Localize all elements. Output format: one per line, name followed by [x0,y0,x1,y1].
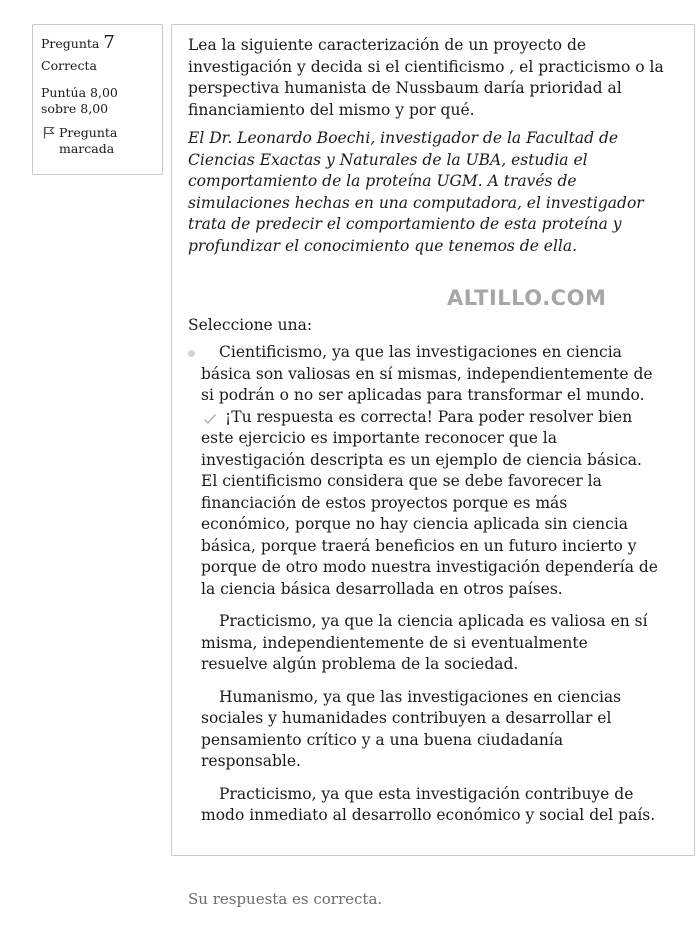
answer-text: Cientificismo, ya que las investigaciones en ciencia básica son valiosas en sí mismas, independientemente de si podrán o no ser aplicadas para transformar el mundo. [201,343,653,404]
answer-text: Practicismo, ya que la ciencia aplicada es valiosa en sí misma, independientemente de si eventualmente resuelve algún problema de la sociedad. [201,612,648,673]
radio-button[interactable] [188,350,195,357]
answer-options [201,342,658,838]
feedback-text: ¡Tu respuesta es correcta! Para poder resolver bien este ejercicio es importante reconocer que la investigación descripta es un ejemplo de ciencia básica. El cientificismo considera que se debe favorecer la financiación de estos proyectos porque es más económico, porque no hay ciencia aplicada sin ciencia básica, porque traerá beneficios en un futuro incierto y porque de otro modo nuestra investigación dependería de la ciencia básica desarrollada en otros países. [201,407,658,598]
question-text: Lea la siguiente caracterización de un proyecto de investigación y decida si el cientificismo , el practicismo o la perspectiva humanista de Nussbaum daría prioridad al financiamiento del mismo y por qué. [188,36,664,119]
check-icon [203,413,217,425]
answer-prompt: Seleccione una: [188,316,313,334]
flag-label: Pregunta marcada [59,125,118,156]
flag-icon [43,126,55,139]
answer-text: Practicismo, ya que esta investigación contribuye de modo inmediato al desarrollo económico y social del país. [201,784,656,824]
answer-option[interactable] [201,342,658,600]
answer-text: Humanismo, ya que las investigaciones en ciencias sociales y humanidades contribuyen a desarrollar el pensamiento crítico y a una buena ciudadanía responsable. [201,687,622,770]
answer-feedback [201,407,658,601]
answer-option[interactable] [201,784,658,827]
result-summary: Su respuesta es correcta. [188,890,383,908]
watermark: ALTILLO.COM [447,286,607,310]
answer-option[interactable] [201,611,658,676]
answer-option[interactable] [201,687,658,773]
question-info-panel [32,24,163,175]
question-label: Pregunta [41,36,100,51]
question-content-panel [171,24,695,856]
question-scenario: El Dr. Leonardo Boechi, investigador de la Facultad de Ciencias Exactas y Naturales de la UBA, estudia el comportamiento de la proteína UGM. A través de simulaciones hechas en una computadora, el investigador trata de predecir el comportamiento de esta proteína y profundizar el conocimiento que tenemos de ella. [188,129,644,255]
question-grade: Puntúa 8,00 sobre 8,00 [41,85,118,116]
question-number: 7 [103,32,115,53]
question-number-row [41,32,154,53]
flag-question-toggle[interactable] [41,125,154,157]
question-state: Correcta [41,58,97,73]
